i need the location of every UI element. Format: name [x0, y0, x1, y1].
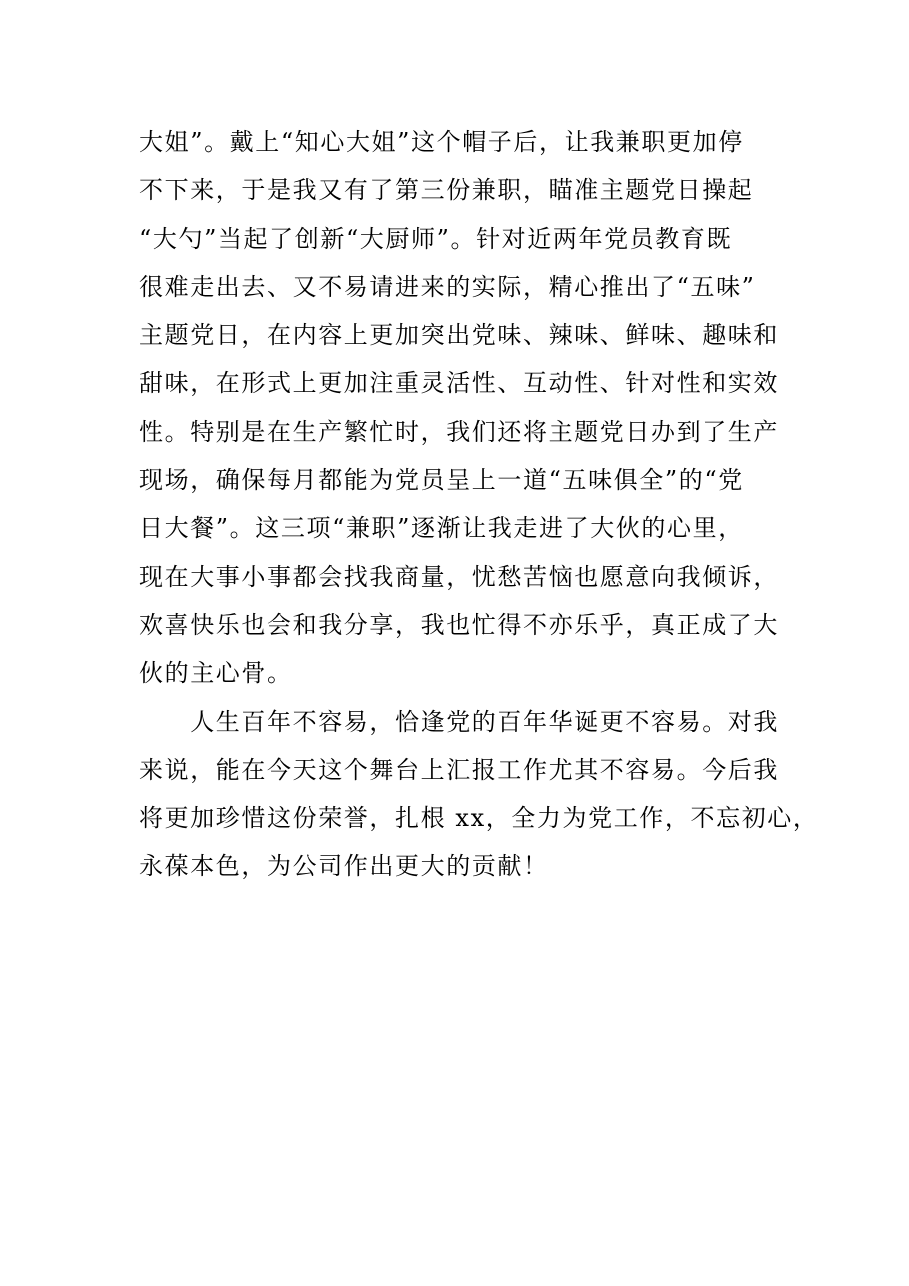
document-body: [139, 122, 819, 895]
paragraph-1: [139, 122, 799, 702]
text-line: 人生百年不容易，恰逢党的百年华诞更不容易。对我: [139, 707, 779, 736]
text-line: 很难走出去、又不易请进来的实际，精心推出了“五味”: [139, 272, 756, 301]
text-line: 伙的主心骨。: [139, 659, 293, 688]
text-line: 主题党日，在内容上更加突出党味、辣味、鲜味、趣味和: [139, 321, 779, 350]
text-line: 永葆本色，为公司作出更大的贡献！: [139, 852, 549, 881]
text-line: “大勺”当起了创新“大厨师”。针对近两年党员教育既: [139, 224, 733, 253]
text-line: 欢喜快乐也会和我分享，我也忙得不亦乐乎，真正成了大: [139, 610, 779, 639]
text-line: 来说，能在今天这个舞台上汇报工作尤其不容易。今后我: [139, 755, 779, 784]
text-line: 不下来，于是我又有了第三份兼职，瞄准主题党日操起: [139, 176, 754, 205]
text-line: 甜味，在形式上更加注重灵活性、互动性、针对性和实效: [139, 369, 779, 398]
text-line: 现在大事小事都会找我商量，忧愁苦恼也愿意向我倾诉，: [139, 562, 779, 591]
text-line: 将更加珍惜这份荣誉，扎根 xx，全力为党工作，不忘初心，: [139, 804, 819, 833]
text-line: 大姐”。戴上“知心大姐”这个帽子后，让我兼职更加停: [139, 128, 744, 156]
text-line: 性。特别是在生产繁忙时，我们还将主题党日办到了生产: [139, 417, 779, 446]
paragraph-2: [139, 702, 819, 895]
text-line: 日大餐”。这三项“兼职”逐渐让我走进了大伙的心里，: [139, 514, 744, 543]
text-line: 现场，确保每月都能为党员呈上一道“五味俱全”的“党: [139, 466, 744, 495]
